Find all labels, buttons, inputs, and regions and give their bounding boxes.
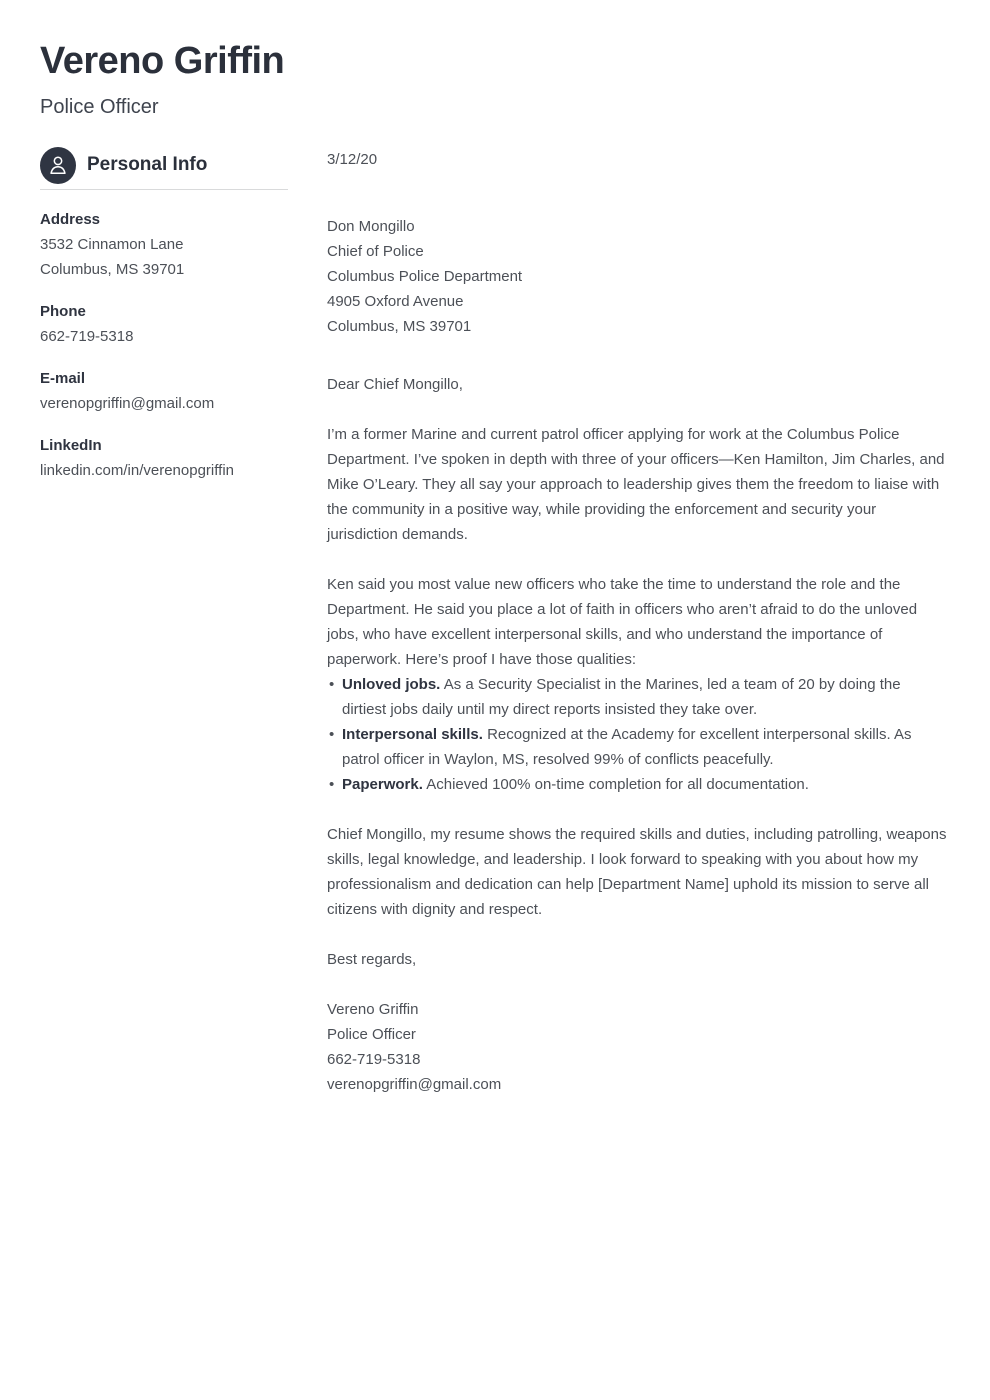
address-line: Columbus, MS 39701	[40, 260, 185, 278]
personal-info-sidebar	[40, 147, 288, 483]
letter-date: 3/12/20	[327, 150, 378, 168]
bullet-lead: Unloved jobs.	[342, 675, 441, 693]
sidebar-divider	[40, 189, 288, 190]
email-label: E-mail	[40, 369, 86, 387]
bullet-text: Recognized at the Academy for excellent interpersonal skills. As patrol officer in Waylon, MS, resolved 99% of conflicts peacefully.	[342, 725, 912, 768]
personal-info-header	[40, 147, 288, 184]
job-title: Police Officer	[40, 95, 159, 118]
paragraph-qualities: Ken said you most value new officers who take the time to understand the role and the Department. He said you place a lot of faith in officers who aren’t afraid to do the unloved jobs, who have excellent interpersonal skills, and who understand the importance of paperwork. Here’s proof I have those qualities:	[327, 575, 918, 668]
recipient-street: 4905 Oxford Avenue	[327, 292, 464, 310]
sidebar-section-linkedin	[40, 433, 288, 483]
signature-phone: 662-719-5318	[327, 1050, 421, 1068]
linkedin-label: LinkedIn	[40, 436, 102, 454]
signoff: Best regards,	[327, 950, 417, 968]
salutation: Dear Chief Mongillo,	[327, 375, 463, 393]
recipient-city: Columbus, MS 39701	[327, 317, 472, 335]
recipient-organization: Columbus Police Department	[327, 267, 523, 285]
paragraph-closing: Chief Mongillo, my resume shows the required skills and duties, including patrolling, weapons skills, legal knowledge, and leadership. I look forward to speaking with you about how my professionalism and dedication can help [Department Name] uphold its mission to serve all citizens with dignity and respect.	[327, 825, 947, 918]
personal-info-title: Personal Info	[87, 154, 208, 176]
person-icon	[40, 147, 76, 184]
signature-title: Police Officer	[327, 1025, 416, 1043]
recipient-block	[327, 214, 947, 339]
address-label: Address	[40, 210, 101, 228]
signature-email: verenopgriffin@gmail.com	[327, 1075, 502, 1093]
list-item	[327, 772, 947, 797]
list-item	[327, 672, 947, 722]
signature-block	[327, 997, 947, 1097]
letter-body	[327, 147, 947, 1097]
list-item	[327, 722, 947, 772]
paragraph-intro: I’m a former Marine and current patrol officer applying for work at the Columbus Police Department. I’ve spoken in depth with three of your officers—Ken Hamilton, Jim Charles, and Mike O’Leary. They all say your approach to leadership gives them the freedom to liaise with the community in a positive way, while providing the enforcement and security your jurisdiction demands.	[327, 425, 945, 543]
header	[40, 40, 947, 119]
signature-name: Vereno Griffin	[327, 1000, 419, 1018]
sidebar-section-phone	[40, 299, 288, 349]
recipient-title: Chief of Police	[327, 242, 424, 260]
sidebar-section-address	[40, 207, 288, 282]
person-name: Vereno Griffin	[40, 40, 285, 82]
bullet-lead: Interpersonal skills.	[342, 725, 483, 743]
qualities-list	[327, 672, 947, 797]
bullet-lead: Paperwork.	[342, 775, 423, 793]
sidebar-section-email	[40, 366, 288, 416]
bullet-text: As a Security Specialist in the Marines, led a team of 20 by doing the dirtiest jobs daily until my direct reports insisted they take over.	[342, 675, 901, 718]
bullet-text: Achieved 100% on-time completion for all documentation.	[426, 775, 809, 793]
email-value: verenopgriffin@gmail.com	[40, 394, 215, 412]
phone-value: 662-719-5318	[40, 327, 134, 345]
content-columns	[40, 147, 947, 1097]
linkedin-value: linkedin.com/in/verenopgriffin	[40, 461, 234, 479]
address-line: 3532 Cinnamon Lane	[40, 235, 184, 253]
phone-label: Phone	[40, 302, 86, 320]
recipient-name: Don Mongillo	[327, 217, 415, 235]
